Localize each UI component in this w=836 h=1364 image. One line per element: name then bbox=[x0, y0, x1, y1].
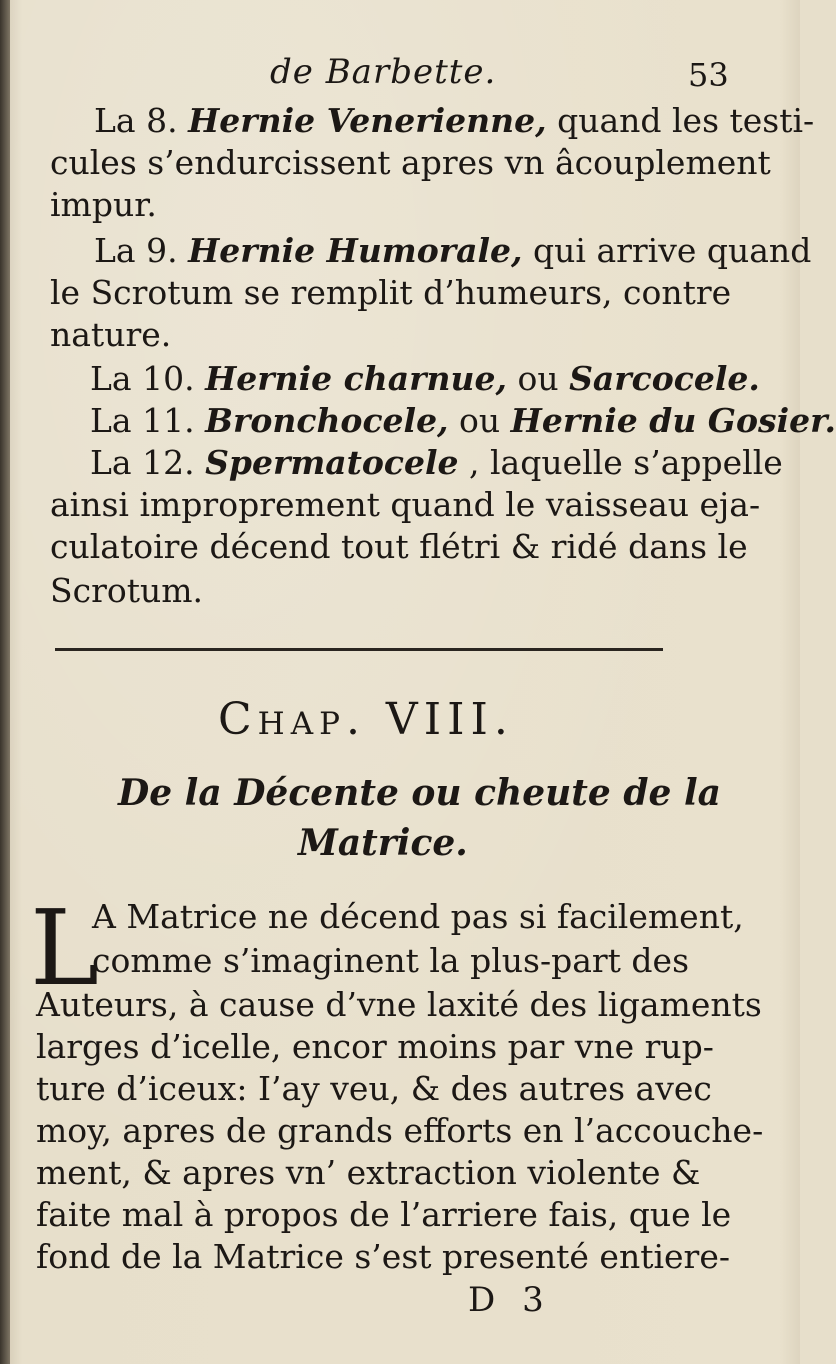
text-line: comme s’imaginent la plus-part des bbox=[92, 941, 690, 980]
chapter-subtitle: Matrice. bbox=[298, 822, 468, 864]
section-rule bbox=[55, 648, 663, 651]
chapter-subtitle: De la Décente ou cheute de la bbox=[118, 772, 721, 814]
running-head: de Barbette. bbox=[270, 52, 497, 92]
text-line: fond de la Matrice s’est presenté entiere- bbox=[36, 1237, 731, 1276]
text-line: Scrotum. bbox=[50, 571, 204, 610]
chapter-heading: Chap. VIII. bbox=[218, 694, 514, 745]
page-number: 53 bbox=[688, 56, 729, 94]
text-line: La 12. Spermatocele , laquelle s’appelle bbox=[90, 443, 783, 482]
text-line: Auteurs, à cause d’vne laxité des ligaments bbox=[36, 985, 762, 1024]
text-line: culatoire décend tout flétri & ridé dans le bbox=[50, 527, 748, 566]
text-line: impur. bbox=[50, 185, 157, 224]
text-line: le Scrotum se remplit d’humeurs, contre bbox=[50, 273, 732, 312]
binding-gutter bbox=[0, 0, 10, 1364]
text-line: nature. bbox=[50, 315, 172, 354]
text-line: La 10. Hernie charnue, ou Sarcocele. bbox=[90, 359, 760, 398]
text-line: larges d’icelle, encor moins par vne rup- bbox=[36, 1027, 714, 1066]
text-line: A Matrice ne décend pas si facilement, bbox=[92, 897, 744, 936]
text-line: ment, & apres vn’ extraction violente & bbox=[36, 1153, 701, 1192]
text-line: La 8. Hernie Venerienne, quand les testi- bbox=[94, 101, 815, 140]
text-line: moy, apres de grands efforts en l’accouche- bbox=[36, 1111, 764, 1150]
text-line: ture d’iceux: I’ay veu, & des autres avec bbox=[36, 1069, 712, 1108]
text-line: cules s’endurcissent apres vn âcouplement bbox=[50, 143, 771, 182]
text-line: ainsi improprement quand le vaisseau eja- bbox=[50, 485, 761, 524]
drop-cap: L bbox=[30, 887, 100, 1009]
text-line: La 11. Bronchocele, ou Hernie du Gosier. bbox=[90, 401, 836, 440]
text-line: faite mal à propos de l’arriere fais, que le bbox=[36, 1195, 732, 1234]
signature-mark: D 3 bbox=[468, 1280, 552, 1320]
text-line: La 9. Hernie Humorale, qui arrive quand bbox=[94, 231, 812, 270]
